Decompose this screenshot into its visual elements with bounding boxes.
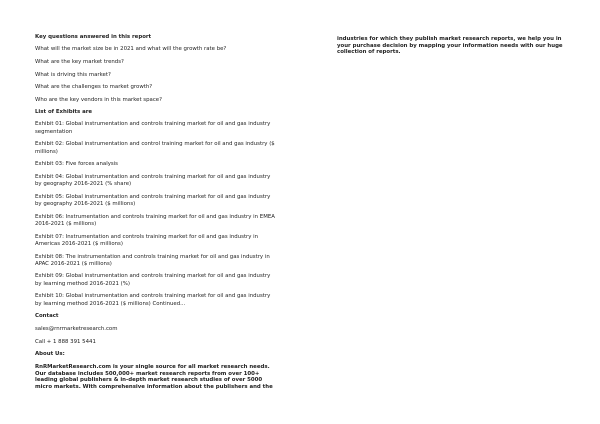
exhibit-item: Exhibit 10: Global instrumentation and controls training market for oil and gas industry by learning method 2016-2021 ($ millions) Continued... xyxy=(35,293,271,307)
exhibit-item: Exhibit 04: Global instrumentation and controls training market for oil and gas industry by geography 2016-2021 (% share) xyxy=(35,173,271,188)
left-column xyxy=(35,34,275,390)
question-item: Who are the key vendors in this market space? xyxy=(35,97,162,104)
contact-phone: Call + 1 888 391 5441 xyxy=(35,338,96,345)
exhibit-item: Exhibit 08: The instrumentation and controls training market for oil and gas industry in APAC 2016-2021 ($ millions) xyxy=(35,253,270,267)
question-item: What are the challenges to market growth? xyxy=(35,84,153,91)
right-column xyxy=(337,36,567,56)
about-text-continued: industries for which they publish market research reports, we help you in your purchase decision by mapping your information needs with our huge collection of reports. xyxy=(337,36,563,56)
exhibit-item: Exhibit 07: Instrumentation and controls training market for oil and gas industry in Americas 2016-2021 ($ millions) xyxy=(35,233,259,247)
exhibit-item: Exhibit 03: Five forces analysis xyxy=(35,161,118,168)
question-item: What will the market size be in 2021 and what will the growth rate be? xyxy=(35,46,227,53)
about-heading: About Us: xyxy=(35,351,65,358)
contact-email: sales@rnrmarketresearch.com xyxy=(35,325,118,332)
key-questions-heading: Key questions answered in this report xyxy=(35,34,152,40)
exhibit-item: Exhibit 09: Global instrumentation and controls training market for oil and gas industry by learning method 2016-2021 (%) xyxy=(35,273,271,287)
about-text: RnRMarketResearch.com is your single source for all market research needs. Our database includes 500,000+ market research reports from over 100+ leading global publishers & in-depth market research studies of over 5000 micro markets. With comprehensive information about the publishers and the xyxy=(35,364,273,390)
exhibit-item: Exhibit 05: Global instrumentation and controls training market for oil and gas industry by geography 2016-2021 ($ millions) xyxy=(35,193,271,208)
exhibit-item: Exhibit 02: Global instrumentation and control training market for oil and gas industry ($ millions) xyxy=(35,141,275,155)
exhibits-heading: List of Exhibits are xyxy=(35,109,93,116)
exhibit-item: Exhibit 01: Global instrumentation and controls training market for oil and gas industry segmentation xyxy=(35,121,271,135)
exhibit-item: Exhibit 06: Instrumentation and controls training market for oil and gas industry in EMEA 2016-2021 ($ millions) xyxy=(35,213,275,227)
contact-heading: Contact xyxy=(35,313,59,320)
question-item: What is driving this market? xyxy=(35,71,111,78)
question-item: What are the key market trends? xyxy=(35,58,124,65)
